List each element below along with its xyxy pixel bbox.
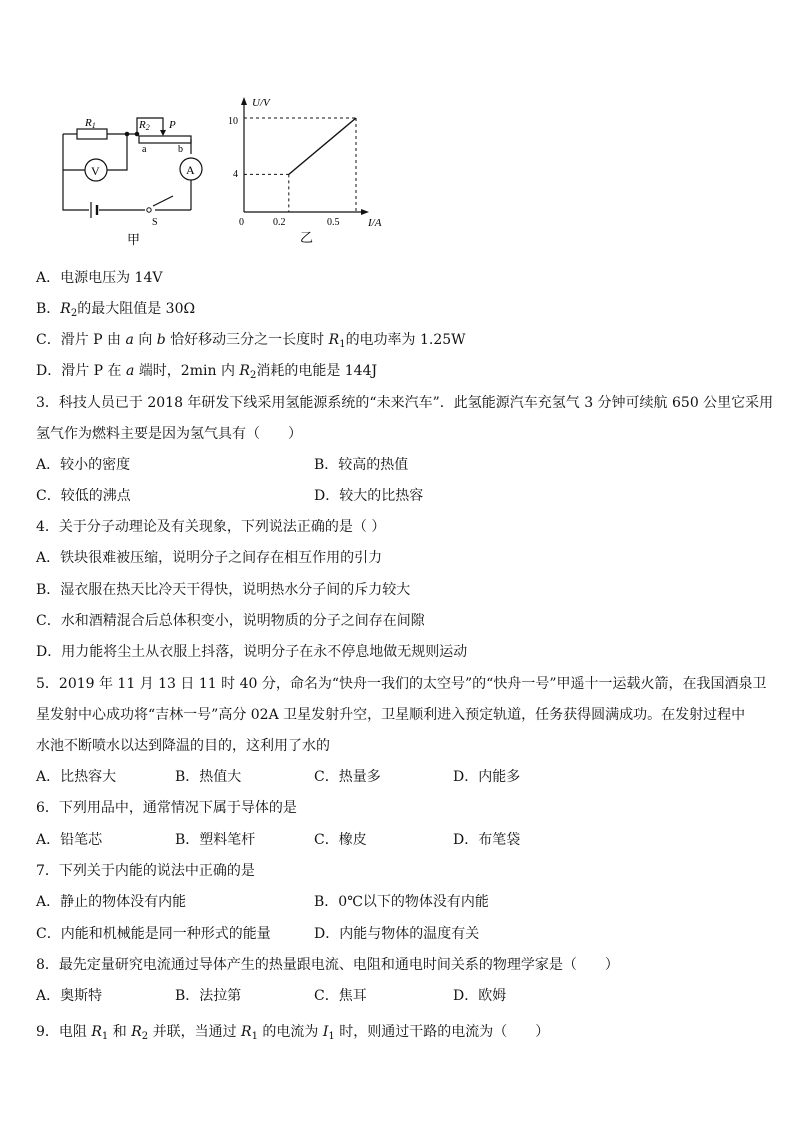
q3-option-a: A．较小的密度 [36,457,131,473]
circuit-diagram [55,108,215,248]
voltmeter-label: V [91,164,100,178]
q4-stem: 4．关于分子动理论及有关现象，下列说法正确的是（ ） [36,519,386,535]
x-tick-label-0.5: 0.5 [327,217,340,228]
resistor-r1 [77,129,107,139]
q6-option-c: C．橡皮 [314,832,367,848]
r2-label: R2 [139,119,150,132]
q5-option-b: B．热值大 [175,769,242,785]
q6-option-d: D．布笔袋 [453,832,521,848]
q7-option-c: C．内能和机械能是同一种形式的能量 [36,926,271,942]
q7-option-a: A．静止的物体没有内能 [36,894,187,910]
r1-label: R1 [85,117,96,130]
u-i-data-line [289,118,356,174]
figure-jia-caption: 甲 [127,232,141,247]
ui-graph [222,94,402,246]
q5-option-c: C．热量多 [314,769,381,785]
y-tick-label-10: 10 [228,116,238,127]
q5-stem-line2: 星发射中心成功将“吉林一号”高分 02A 卫星发射升空，卫星顺利进入预定轨道，任务获得圆满成功。在发射过程中 [36,707,746,723]
q7-stem: 7．下列关于内能的说法中正确的是 [36,863,255,879]
q2-option-d: D．滑片 P 在 a 端时，2min 内 $R_2$消耗的电能是 144J [36,363,378,381]
end-b-label: b [178,144,183,155]
y-tick-label-4: 4 [233,169,238,180]
y-axis-label: U/V [252,97,270,109]
slider-p-label: P [169,119,176,131]
q7-option-d: D．内能与物体的温度有关 [314,926,480,942]
q3-option-d: D．较大的比热容 [314,488,424,504]
q6-stem: 6．下列用品中，通常情况下属于导体的是 [36,800,297,816]
q8-stem: 8．最先定量研究电流通过导体产生的热量跟电流、电阻和通电时间关系的物理学家是（ ） [36,957,619,973]
q4-option-c: C．水和酒精混合后总体积变小，说明物质的分子之间存在间隙 [36,613,425,629]
q8-option-c: C．焦耳 [314,988,367,1004]
q8-option-d: D．欧姆 [453,988,507,1004]
q3-stem-line2: 氢气作为燃料主要是因为氢气具有（ ） [36,426,302,442]
q8-option-b: B．法拉第 [175,988,242,1004]
q6-option-a: A．铅笔芯 [36,832,103,848]
q2-option-a: A．电源电压为 14V [36,270,163,286]
slider-arrow [160,130,166,136]
resistor-r2-rheostat [139,136,191,143]
q4-option-b: B．湿衣服在热天比冷天干得快，说明热水分子间的斥力较大 [36,582,411,598]
x-axis-label: I/A [368,217,382,229]
q7-option-b: B．0℃以下的物体没有内能 [314,894,489,910]
switch-label: S [152,217,158,228]
q2-option-b: B．$R_2$的最大阻值是 30Ω [36,301,196,319]
q5-stem-line3: 水池不断喷水以达到降温的目的，这利用了水的 [36,738,330,754]
q8-option-a: A．奥斯特 [36,988,103,1004]
figure-yi-caption: 乙 [300,230,314,245]
q5-stem-line1: 5．2019 年 11 月 13 日 11 时 40 分，命名为“快舟一我们的太空号”的“快舟一号”甲遥十一运载火箭，在我国酒泉卫 [36,676,767,692]
q3-option-c: C．较低的沸点 [36,488,131,504]
q6-option-b: B．塑料笔杆 [175,832,256,848]
x-tick-label-0.2: 0.2 [273,217,286,228]
q3-stem-line1: 3．科技人员已于 2018 年研发下线采用氢能源系统的“未来汽车”．此氢能源汽车充氢气 3 分钟可续航 650 公里它采用 [36,395,774,411]
origin-label: 0 [239,217,244,228]
q5-option-a: A．比热容大 [36,769,117,785]
ammeter-label: A [186,163,195,177]
end-a-label: a [142,144,147,155]
q3-option-b: B．较高的热值 [314,457,409,473]
q4-option-a: A．铁块很难被压缩，说明分子之间存在相互作用的引力 [36,550,383,566]
q4-option-d: D．用力能将尘土从衣服上抖落，说明分子在永不停息地做无规则运动 [36,644,468,660]
q9-stem: 9．电阻 $R_1$ 和 $R_2$ 并联，当通过 $R_1$ 的电流为 $I_1$ 时，则通过干路的电流为（ ） [36,1024,550,1042]
q5-option-d: D．内能多 [453,769,521,785]
q2-option-c: C．滑片 P 由 a 向 b 恰好移动三分之一长度时 $R_1$的电功率为 1.25W [36,332,466,350]
